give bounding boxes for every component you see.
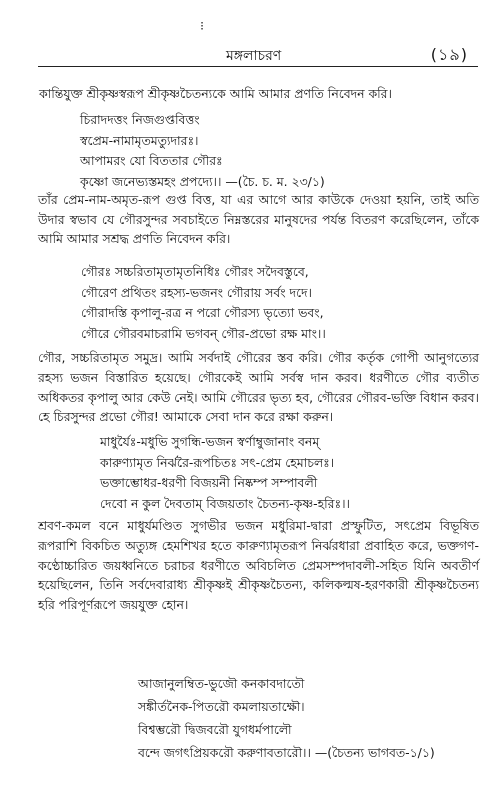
verse-citation: —(চৈ. চ. ম. ২৩/১) (225, 173, 325, 189)
verse-line: বন্দে জগৎপ্রিয়করৌ করুণাবতারৌ।। (138, 745, 311, 760)
verse-line: ভক্তাম্ভোধর-ধরণী বিজয়নী নিষ্কম্প সম্পাবলী (100, 475, 318, 490)
verse-1 (80, 110, 325, 192)
verse-line: গৌরে গৌরবমাচরামি ভগবন্ গৌর-প্রভো রক্ষ মাং।। (81, 325, 326, 341)
verse-line: কৃষ্ণো জনেভ্যস্তমহং প্রপদ্যে।। (80, 173, 222, 189)
paragraph-3: গৌর, সচ্চরিতামৃত সমুদ্র। আমি সর্বদাই গৌরের স্তব করি। গৌর কর্তৃক গোপী আনুগত্যের রহস্য ভজন বিস্তারিত হয়েছে। গৌরকেই আমি সর্বস্ব দান করব। ধরণীতে গৌর ব্যতীত অধিকতর কৃপালু আর কেউ নেই। আমি গৌরের ভৃত্য হব, গৌরের গৌরব-ভক্তি বিধান করব। হে চিরসুন্দর প্রভো গৌর! আমাকে সেবা দান করে রক্ষা করুন। (38, 350, 479, 425)
verse-line: আপামরং যো বিততার গৌরঃ (80, 153, 223, 168)
verse-line-with-citation (80, 172, 325, 193)
paragraph-4: শ্রবণ-কমল বনে মাধুর্যমণ্ডিত সুগভীর ভজন মধুরিমা-দ্বারা প্রস্ফুটিত, সৎপ্রেম বিভূষিত রূপরাশি বিকচিত অত্যুঙ্গ হেমশিখর হতে কারুণ্যামৃতরূপ নির্ঝরধারা প্রবাহিত করে, ভক্তগণ-কণ্ঠোচ্চারিত জয়ধ্বনিতে চরাচর ধরণীতে অবিচলিত প্রেমসম্পদাবলী-সহিত যিনি অবতীর্ণ হয়েছিলেন, তিনি সর্বদেবারাধ্য শ্রীকৃষ্ণই শ্রীকৃষ্ণচৈতন্য, কলিকল্মষ-হরণকারী শ্রীকৃষ্ণচৈতন্য হরি পরিপূর্ণরূপে জয়যুক্ত হোন। (38, 518, 479, 613)
verse-line: গৌরঃ সচ্চরিতামৃতামৃতনিধিঃ গৌরং সদৈবস্তুবে, (81, 264, 309, 279)
verse-line-with-citation (104, 741, 435, 764)
verse-line: চিরাদদত্তং নিজগুপ্তবিত্তং (80, 112, 200, 127)
paragraph-1: কান্তিযুক্ত শ্রীকৃষ্ণস্বরূপ শ্রীকৃষ্ণচৈতন্যকে আমি আমার প্রণতি নিবেদন করি। (39, 86, 392, 101)
verse-line: বিশ্বম্ভরৌ দ্বিজবরৌ যুগধর্মপালৌ (138, 722, 292, 737)
verse-line: গৌরাদস্তি কৃপালু-রত্র ন পরো গৌরস্য ভৃত্যো ভবং, (81, 305, 324, 320)
verse-2 (81, 262, 326, 344)
page-number: (১৯) (430, 45, 468, 64)
page-header (38, 40, 478, 70)
verse-line: কারুণ্যামৃত নির্ঝরৈ-রূপচিতঃ সৎ-প্রেম হেমাচলঃ। (100, 454, 335, 470)
verse-line: মাধুর্যৈঃ-মধুভি সুগন্ধি-ভজন স্বর্ণাম্বুজানাং বনম্ (100, 434, 320, 449)
verse-line: আজানুলম্বিত-ভুজৌ কনকাবদাতৌ (138, 676, 305, 691)
verse-4 (104, 672, 435, 764)
verse-line: গৌরেণ প্রথিতং রহস্য-ভজনং গৌরায় সর্বং দদে। (81, 284, 312, 300)
page-marker-dots: ⁝ (200, 19, 204, 33)
verse-line: দেবো ন কুল দৈবতাম্ বিজয়তাং চৈতন্য-কৃষ্ণ-হরিঃ।। (100, 495, 350, 511)
verse-line: স্বপ্রেম-নামামৃতমত্যুদারঃ। (80, 132, 199, 148)
paragraph-2: তাঁর প্রেম-নাম-অমৃত-রূপ গুপ্ত বিত্ত, যা এর আগে আর কাউকে দেওয়া হয়নি, তাই অতি উদার স্বভাব যে গৌরসুন্দর সবচাইতে নিম্নস্তরের মানুষদের পর্যন্ত বিতরণ করেছিলেন, তাঁকে আমি আমার সশ্রদ্ধ প্রণতি নিবেদন করি। (38, 192, 479, 246)
verse-3 (100, 432, 350, 514)
running-title: মঙ্গলাচরণ (226, 48, 282, 64)
header-rule (38, 66, 478, 67)
verse-citation: —(চৈতন্য ভাগবত-১/১) (314, 745, 435, 760)
verse-line: সঙ্কীর্তনৈক-পিতরৌ কমলায়তাক্ষৌ। (138, 699, 305, 714)
